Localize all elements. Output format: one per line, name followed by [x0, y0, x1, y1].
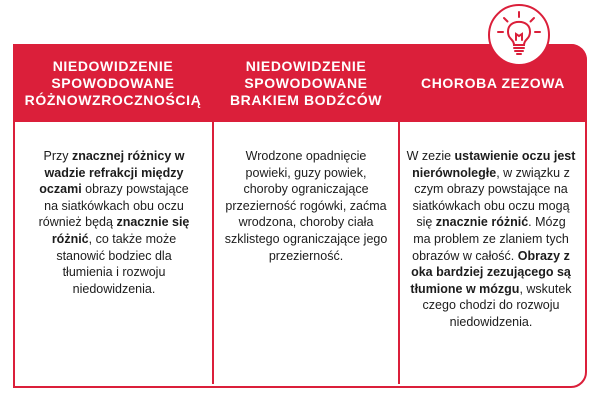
- column-header-label: NIEDOWIDZENIE SPOWODOWANE BRAKIEM BODŹCÓW: [229, 57, 383, 108]
- column-header-label: NIEDOWIDZENIE SPOWODOWANE RÓŻNOWZROCZNOŚCIĄ: [24, 57, 202, 108]
- column-header-label: CHOROBA ZEZOWA: [421, 74, 565, 91]
- text-run: . Mózg ma problem ze zlaniem tych obrazów w całość.: [412, 215, 569, 263]
- text-run-bold: Obrazy z oka bardziej zezującego są tłumione w mózgu: [410, 248, 571, 296]
- text-run: , wskutek czego chodzi do rozwoju niedowidzenia.: [422, 281, 572, 329]
- text-run: obrazy powstające na siatkówkach obu oczu również będą: [38, 182, 189, 230]
- lightbulb-icon-graphic: [490, 6, 548, 64]
- column-body-strabismus: [406, 148, 576, 331]
- text-run-bold: znacznie się różnić: [51, 215, 190, 246]
- column-divider: [212, 122, 214, 384]
- column-header-anisometropia: [13, 44, 213, 122]
- text-run-bold: znacznie różnić: [435, 215, 529, 230]
- text-run: , co także może stanowić bodziec dla tłumienia i rozwoju niedowidzenia.: [56, 231, 177, 296]
- column-header-deprivation: [213, 44, 399, 122]
- text-run-bold: ustawienie oczu jest nierównoległe: [412, 149, 576, 180]
- text-run: W zezie: [406, 149, 455, 163]
- text-run: Przy: [43, 149, 72, 163]
- lightbulb-icon: [488, 4, 550, 66]
- column-body-anisometropia: [36, 148, 192, 297]
- text-run: Wrodzone opadnięcie powieki, guzy powiek, choroby ograniczające przezierność rogówki, zaćma wrodzona, choroby ciała szklistego ograniczające jego przezierność.: [224, 149, 388, 263]
- text-run-bold: znacznej różnicy w wadzie refrakcji między oczami: [39, 149, 185, 197]
- column-body-deprivation: [222, 148, 390, 264]
- text-run: , w związku z czym obrazy powstające na siatkówkach obu oczu mogą się: [412, 165, 570, 230]
- column-divider: [398, 122, 400, 384]
